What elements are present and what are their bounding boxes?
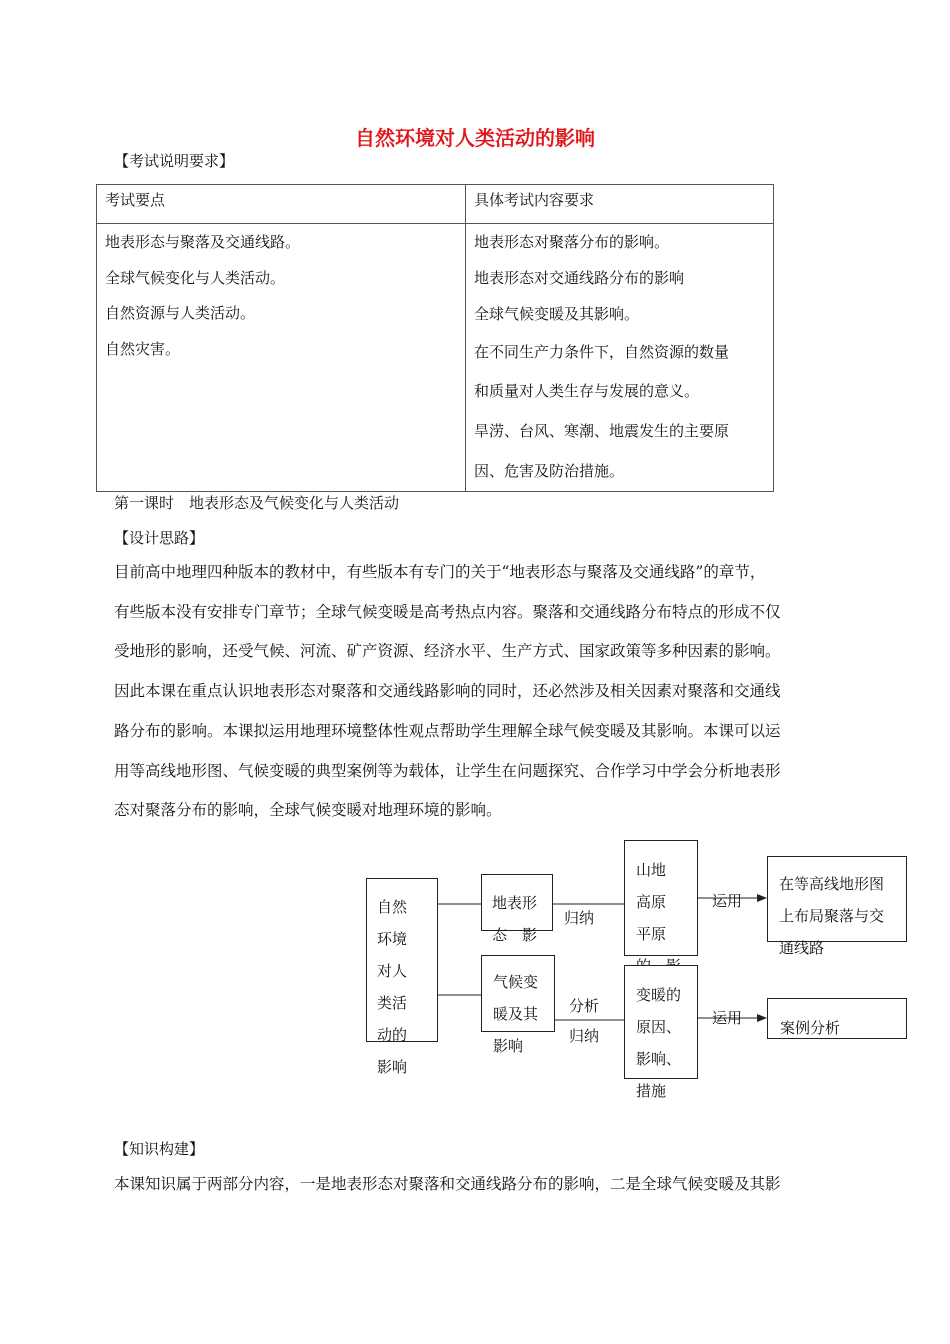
exam-requirements-heading: 【考试说明要求】 (114, 152, 235, 170)
page-title: 自然环境对人类活动的影响 (355, 126, 595, 150)
root-box-text: 自然 环境 对人 类活 动的 影响 (377, 898, 408, 1076)
paragraph-line: 受地形的影响，还受气候、河流、矿产资源、经济水平、生产方式、国家政策等多种因素的影响。 (114, 642, 781, 661)
design-heading: 【设计思路】 (114, 529, 205, 547)
table-header-content-requirements: 具体考试内容要求 (466, 185, 774, 224)
content-requirement-item: 地表形态对聚落分布的影响。 (474, 233, 670, 251)
content-requirement-item: 旱涝、台风、寒潮、地震发生的主要原 (474, 422, 730, 440)
paragraph-line: 用等高线地形图、气候变暖的典型案例等为载体，让学生在问题探究、合作学习中学会分析地表形 (114, 761, 781, 780)
climate-box-text: 气候变 暖及其 影响 (493, 973, 539, 1055)
content-requirement-item: 和质量对人类生存与发展的意义。 (474, 382, 700, 400)
paragraph-line: 因此本课在重点认识地表形态对聚落和交通线路影响的同时，还必然涉及相关因素对聚落和交通线 (114, 682, 781, 701)
paragraph-line: 态对聚落分布的影响，全球气候变暖对地理环境的影响。 (114, 801, 502, 820)
content-requirement-item: 全球气候变暖及其影响。 (474, 305, 640, 323)
key-point-item: 自然灾害。 (105, 339, 181, 358)
key-point-item: 全球气候变化与人类活动。 (105, 268, 286, 287)
paragraph-line: 有些版本没有安排专门章节；全球气候变暖是高考热点内容。聚落和交通线路分布特点的形成不仅 (114, 602, 781, 621)
terrain-box-text: 地表形 态 影 (492, 894, 538, 944)
paragraph-line: 目前高中地理四种版本的教材中，有些版本有专门的关于“地表形态与聚落及交通线路”的章节， (114, 563, 766, 581)
key-point-item: 自然资源与人类活动。 (105, 304, 256, 322)
knowledge-heading: 【知识构建】 (114, 1140, 205, 1158)
table-header-key-points: 考试要点 (97, 185, 466, 224)
label-apply-2: 运用 (712, 1009, 743, 1027)
content-requirement-item: 在不同生产力条件下，自然资源的数量 (474, 343, 730, 361)
warming-box-text: 变暖的 原因、 影响、 措施 (636, 986, 682, 1100)
label-analyze-induce: 分析 归纳 (569, 997, 600, 1045)
content-requirement-item: 因、危害及防治措施。 (474, 462, 625, 480)
label-induce-1: 归纳 (564, 909, 595, 927)
paragraph-line: 路分布的影响。本课拟运用地理环境整体性观点帮助学生理解全球气候变暖及其影响。本课可以运 (114, 721, 781, 740)
case-analysis-box-text: 案例分析 (780, 1019, 841, 1037)
landform-box-text: 山地 高原 平原 (636, 861, 667, 943)
knowledge-paragraph: 本课知识属于两部分内容，一是地表形态对聚落和交通线路分布的影响，二是全球气候变暖及其影 (114, 1175, 781, 1193)
lesson-title: 第一课时 地表形态及气候变化与人类活动 (114, 494, 400, 512)
contour-map-box-text: 在等高线地形图 上布局聚落与交 通线路 (779, 875, 885, 957)
key-point-item: 地表形态与聚落及交通线路。 (105, 233, 301, 251)
content-requirement-item: 地表形态对交通线路分布的影响 (474, 268, 685, 287)
label-apply-1: 运用 (712, 892, 743, 910)
